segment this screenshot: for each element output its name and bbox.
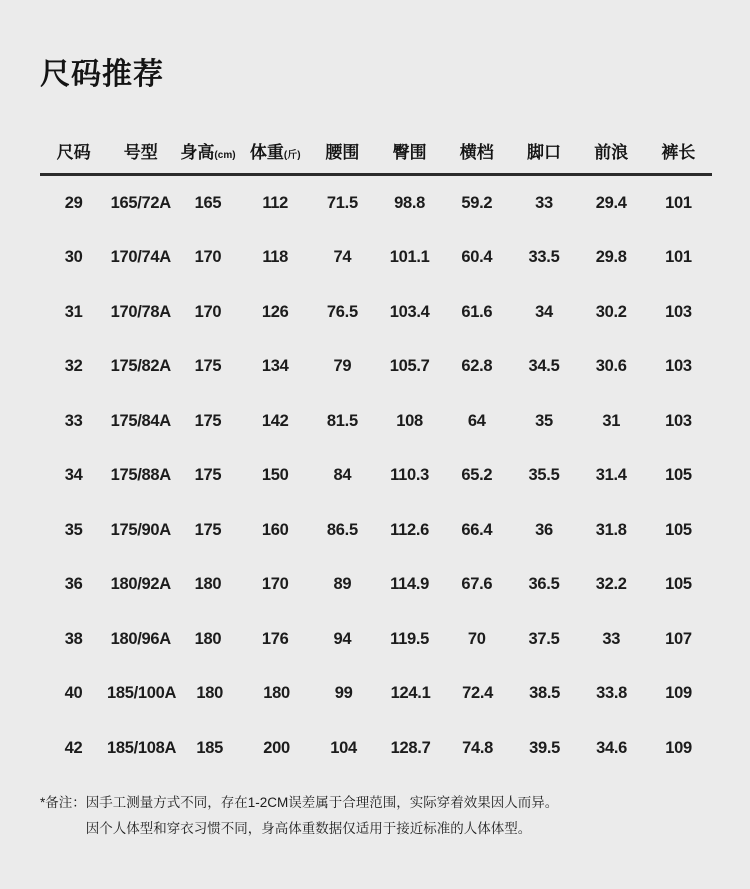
table-cell: 31.4 [595, 466, 627, 485]
table-cell: 109 [665, 738, 692, 757]
table-cell: 79 [333, 357, 352, 376]
table-cell: 37.5 [528, 629, 560, 648]
column-header: 号型 [123, 142, 158, 162]
table-cell: 66.4 [461, 520, 493, 539]
table-body [40, 176, 712, 776]
table-cell: 38 [64, 629, 83, 648]
table-cell: 86.5 [326, 520, 358, 539]
table-cell: 128.7 [390, 738, 431, 757]
table-cell: 34 [535, 302, 553, 321]
table-cell: 99 [334, 684, 353, 703]
size-table [40, 127, 712, 776]
table-cell: 150 [261, 466, 289, 485]
table-cell: 134 [261, 357, 289, 376]
table-row [40, 449, 712, 504]
table-cell: 33.5 [528, 248, 560, 267]
table-cell: 175/84A [110, 411, 171, 430]
table-cell: 34.5 [528, 357, 560, 376]
table-cell: 103 [665, 411, 692, 430]
column-unit: (斤) [283, 149, 301, 161]
table-cell: 176 [261, 629, 289, 648]
table-row [40, 176, 712, 231]
footnote-line: 因个人体型和穿衣习惯不同，身高体重数据仅适用于接近标准的人体体型。 [85, 821, 532, 836]
table-cell: 185/108A [106, 738, 177, 757]
table-cell: 40 [64, 684, 83, 703]
table-cell: 42 [64, 738, 83, 757]
table-cell: 103 [665, 302, 692, 321]
table-cell: 62.8 [461, 357, 493, 376]
table-cell: 180/96A [110, 629, 171, 648]
table-cell: 105 [665, 466, 692, 485]
table-cell: 35 [64, 520, 83, 539]
table-cell: 175/88A [110, 466, 171, 485]
table-cell: 101.1 [389, 248, 430, 267]
table-cell: 142 [261, 411, 289, 430]
table-cell: 67.6 [461, 575, 493, 594]
table-cell: 29.8 [595, 248, 627, 267]
table-cell: 105 [665, 575, 692, 594]
table-cell: 59.2 [461, 193, 493, 212]
table-cell: 180 [194, 629, 222, 648]
table-cell: 32 [64, 357, 83, 376]
table-cell: 33 [602, 629, 621, 648]
table-cell: 76.5 [326, 302, 358, 321]
header-row [40, 127, 712, 173]
table-cell: 29.4 [595, 193, 627, 212]
column-header: 裤长 [661, 142, 696, 162]
table-cell: 110.3 [390, 466, 430, 485]
column-header: 臀围 [392, 142, 427, 162]
table-cell: 170/78A [110, 302, 171, 321]
table-cell: 31.8 [595, 520, 627, 539]
table-cell: 180 [196, 684, 223, 703]
table-cell: 98.8 [394, 193, 426, 212]
table-cell: 180 [263, 684, 290, 703]
table-cell: 114.9 [390, 575, 430, 594]
table-cell: 29 [64, 193, 83, 212]
table-cell: 74 [333, 248, 352, 267]
table-cell: 33 [535, 193, 553, 212]
table-cell: 101 [665, 248, 692, 267]
table-cell: 112 [262, 193, 289, 212]
column-header: 横档 [459, 142, 494, 162]
table-row [40, 721, 712, 776]
column-unit: (cm) [214, 149, 236, 161]
table-cell: 170 [194, 248, 222, 267]
table-row [40, 667, 712, 722]
table-cell: 175/90A [110, 520, 171, 539]
table-cell: 119.5 [390, 629, 430, 648]
footnote [40, 790, 710, 843]
table-cell: 35.5 [528, 466, 560, 485]
table-cell: 112.6 [390, 520, 430, 539]
table-cell: 38.5 [529, 684, 560, 703]
column-header: 腰围 [325, 142, 360, 162]
table-cell: 103.4 [389, 302, 430, 321]
table-cell: 35 [535, 411, 553, 430]
table-cell: 108 [396, 411, 423, 430]
table-cell: 60.4 [461, 248, 493, 267]
table-cell: 175/82A [110, 357, 171, 376]
table-row [40, 394, 712, 449]
table-cell: 180 [194, 575, 222, 594]
table-cell: 31 [602, 411, 621, 430]
table-cell: 175 [194, 411, 222, 430]
table-cell: 170/74A [110, 248, 171, 267]
table-cell: 64 [467, 411, 486, 430]
table-cell: 34 [64, 466, 83, 485]
footnote-prefix: *备注： [40, 794, 86, 810]
table-cell: 118 [262, 248, 289, 267]
table-cell: 34.6 [596, 738, 627, 757]
table-cell: 107 [665, 629, 692, 648]
table-cell: 74.8 [462, 738, 494, 757]
table-cell: 124.1 [390, 684, 431, 703]
table-cell: 175 [194, 357, 222, 376]
column-header: 尺码 [56, 142, 91, 162]
table-cell: 160 [261, 520, 289, 539]
table-cell: 36.5 [528, 575, 560, 594]
table-cell: 175 [194, 520, 222, 539]
table-cell: 175 [194, 466, 222, 485]
table-cell: 109 [665, 684, 692, 703]
table-cell: 31 [64, 302, 83, 321]
column-header: 身高(cm) [180, 142, 236, 162]
table-cell: 81.5 [326, 411, 358, 430]
column-header: 体重(斤) [249, 142, 301, 162]
table-cell: 61.6 [461, 302, 493, 321]
table-row [40, 285, 712, 340]
table-row [40, 558, 712, 613]
table-cell: 30 [64, 248, 83, 267]
table-cell: 72.4 [462, 684, 494, 703]
table-cell: 71.5 [326, 193, 358, 212]
table-row [40, 503, 712, 558]
footnote-line: 因手工测量方式不同，存在1-2CM误差属于合理范围，实际穿着效果因人而异。 [85, 794, 559, 810]
table-cell: 32.2 [595, 575, 627, 594]
table-row [40, 231, 712, 286]
table-cell: 165/72A [110, 193, 171, 212]
table-cell: 89 [333, 575, 352, 594]
table-cell: 70 [467, 629, 486, 648]
table-cell: 65.2 [461, 466, 493, 485]
table-cell: 105 [665, 520, 692, 539]
table-cell: 126 [261, 302, 289, 321]
column-header: 前浪 [594, 142, 629, 162]
table-cell: 170 [261, 575, 289, 594]
table-cell: 30.2 [595, 302, 627, 321]
table-cell: 101 [665, 193, 692, 212]
table-cell: 185/100A [106, 684, 177, 703]
table-cell: 33 [64, 411, 83, 430]
table-cell: 33.8 [596, 684, 627, 703]
table-cell: 170 [194, 302, 222, 321]
table-row [40, 340, 712, 395]
footnote-lines [86, 790, 559, 843]
table-cell: 84 [333, 466, 352, 485]
table-cell: 94 [333, 629, 352, 648]
table-row [40, 612, 712, 667]
table-cell: 103 [665, 357, 692, 376]
table-cell: 200 [263, 738, 290, 757]
table-cell: 39.5 [529, 738, 560, 757]
table-cell: 165 [194, 193, 222, 212]
table-cell: 30.6 [595, 357, 627, 376]
page-title: 尺码推荐 [40, 58, 164, 91]
table-cell: 36 [64, 575, 83, 594]
table-cell: 105.7 [389, 357, 430, 376]
table-cell: 36 [535, 520, 553, 539]
column-header: 脚口 [526, 142, 561, 162]
table-cell: 180/92A [110, 575, 171, 594]
table-cell: 104 [330, 738, 357, 757]
table-cell: 185 [196, 738, 223, 757]
